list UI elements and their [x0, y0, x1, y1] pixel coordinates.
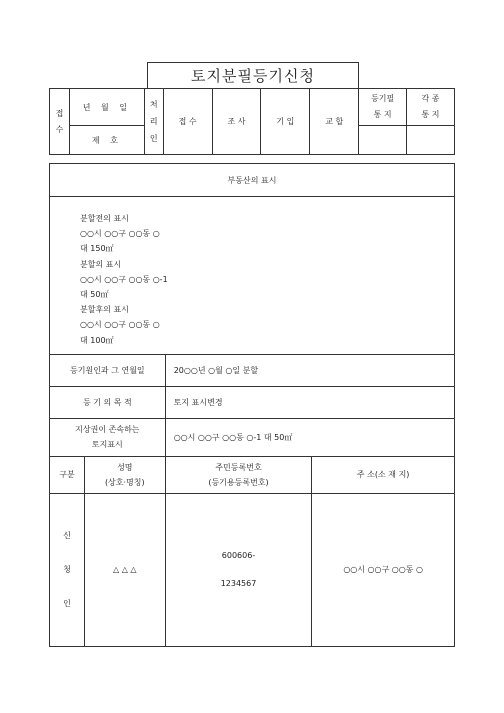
- col-josa: 조 사: [212, 89, 261, 155]
- property-line: 분할전의 표시: [80, 214, 129, 223]
- name-header: 성명 (상호·명칭): [84, 456, 165, 493]
- cause-value: 20○○년 ○월 ○일 분할: [165, 354, 454, 386]
- jeopsu-label: 접 수: [50, 89, 70, 155]
- purpose-value: 토지 표시변경: [165, 386, 454, 418]
- applicant-name: △ △ △: [84, 493, 165, 646]
- property-line: 대 150㎡: [80, 244, 114, 254]
- property-description: [50, 197, 455, 355]
- deunggipil-empty-cell: [359, 126, 407, 155]
- superficies-value: ○○시 ○○구 ○○동 ○-1 대 50㎡: [165, 418, 454, 456]
- col-jeopsu: 접 수: [163, 89, 212, 155]
- property-line: 분할의 표시: [80, 259, 122, 269]
- col-gyohap: 교 합: [310, 89, 359, 155]
- date-label: 년 월 일: [69, 89, 144, 126]
- address-header: 주 소(소 재 지): [312, 456, 455, 493]
- form-title: 토지분필등기신청: [147, 62, 359, 89]
- applicant-id: [165, 493, 312, 646]
- purpose-label: 등 기 의 목 적: [50, 386, 166, 418]
- property-line: ○○시 ○○구 ○○동 ○-1: [80, 274, 168, 284]
- id-header: 주민등록번호 (등기용등록번호): [165, 456, 312, 493]
- number-label: 제 호: [69, 126, 144, 155]
- application-table: [49, 163, 455, 647]
- applicant-role: 신 청 인: [50, 493, 85, 646]
- col-giip: 기 입: [261, 89, 310, 155]
- gakjong-empty-cell: [407, 126, 455, 155]
- applicant-id-line2: 1234567: [220, 578, 257, 588]
- superficies-label: 지상권이 존속하는 토지표시: [50, 418, 166, 456]
- property-line: ○○시 ○○구 ○○동 ○: [80, 229, 160, 239]
- col-gakjong: 각 종 통 지: [407, 89, 455, 126]
- property-line: 대 100㎡: [80, 335, 114, 345]
- property-line: ○○시 ○○구 ○○동 ○: [80, 320, 160, 330]
- gubun-header: 구분: [50, 456, 85, 493]
- col-deunggipil: 등기필 통 지: [359, 89, 407, 126]
- cause-label: 등기원인과 그 연월일: [50, 354, 166, 386]
- property-heading: 부동산의 표시: [50, 164, 455, 197]
- cheoriin-label: 처 리 인: [144, 89, 163, 155]
- property-line: 대 50㎡: [80, 290, 109, 300]
- applicant-id-line1: 600606-: [221, 550, 256, 560]
- property-line: 분할후의 표시: [80, 305, 129, 315]
- applicant-address: ○○시 ○○구 ○○동 ○: [312, 493, 455, 646]
- receipt-header-table: [49, 88, 455, 155]
